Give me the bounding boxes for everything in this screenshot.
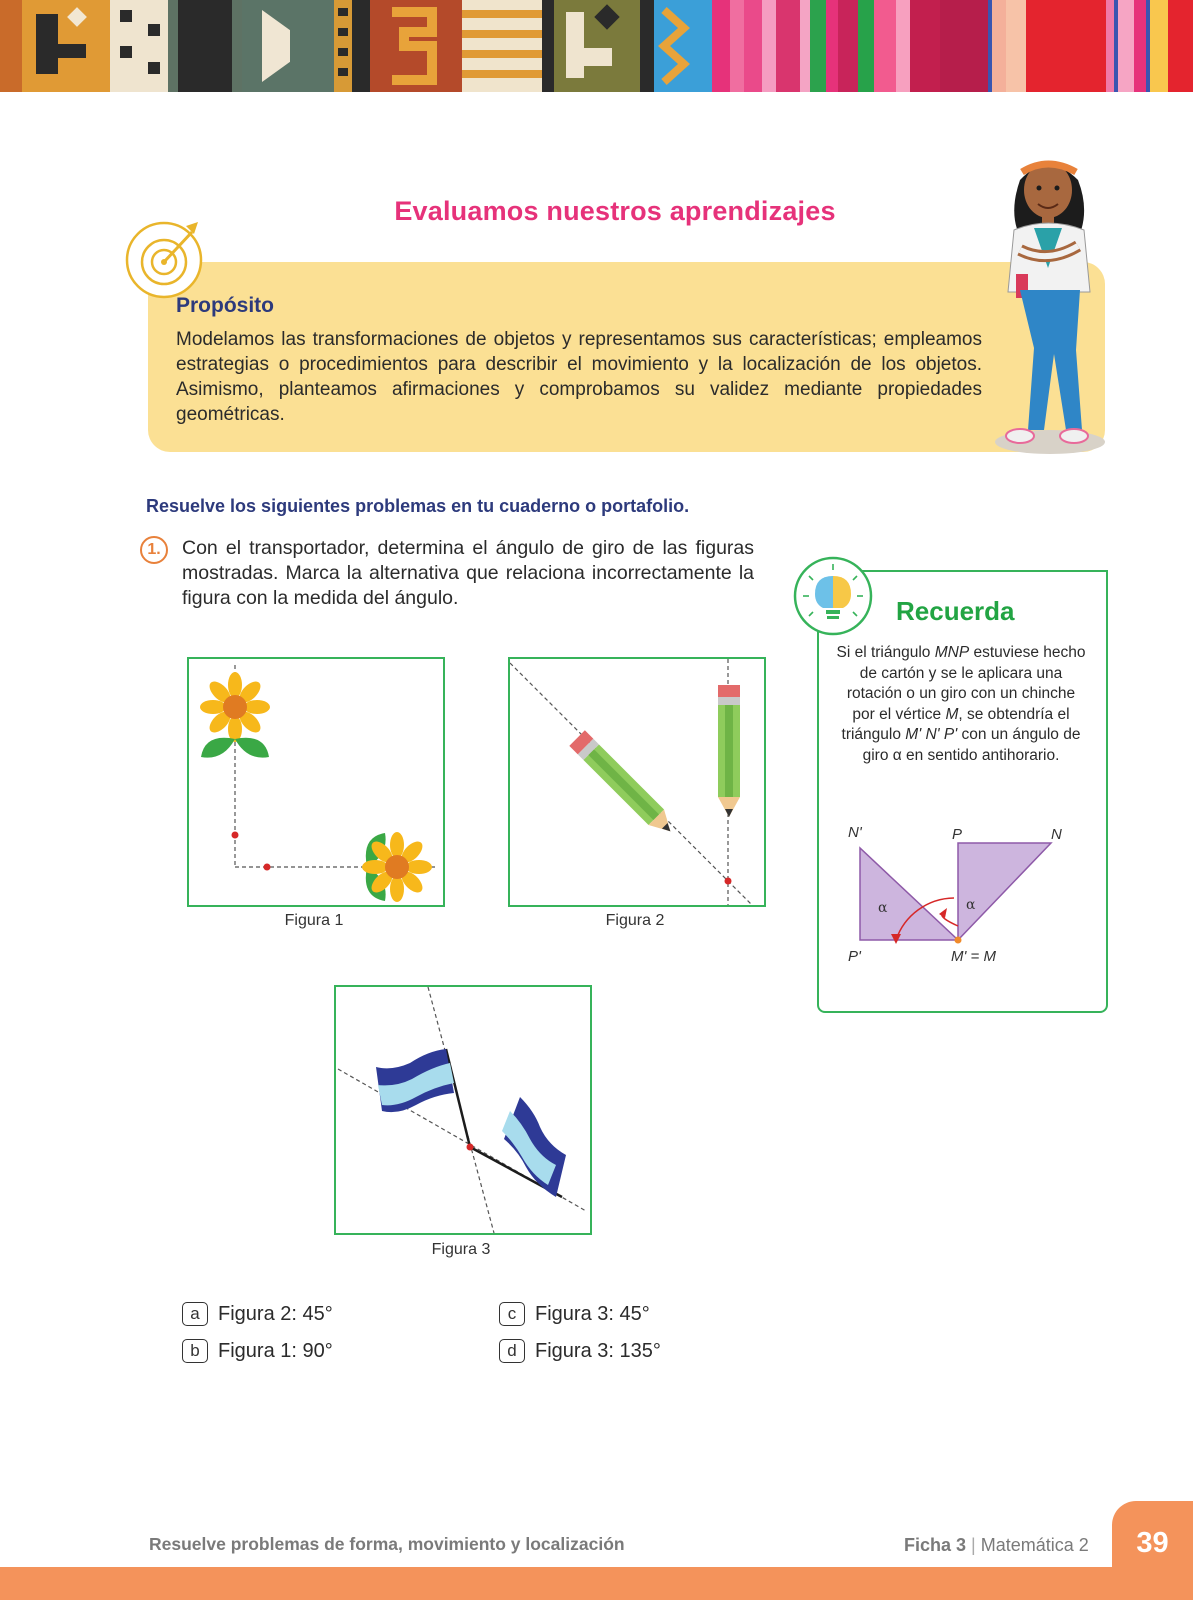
sunflower-icon	[362, 832, 432, 902]
figure-3-drawing	[336, 987, 590, 1233]
figure-2-box	[508, 657, 766, 907]
label-p: P	[952, 826, 963, 843]
recuerda-text-part: , se obtendría el triángulo	[841, 705, 1070, 743]
page-title: Evaluamos nuestros aprendizajes	[394, 196, 836, 226]
decorative-banner	[0, 0, 1193, 92]
figure-1-caption: Figura 1	[284, 912, 344, 929]
option-a[interactable]	[182, 1302, 422, 1330]
alpha-label-left: α	[878, 900, 888, 916]
figure-2-caption: Figura 2	[605, 912, 665, 929]
pencil-icon	[569, 730, 678, 839]
recuerda-text-italic: M' N' P'	[905, 726, 958, 743]
label-m: M' = M	[951, 948, 996, 965]
instruction-text: Resuelve los siguientes problemas en tu cuaderno o portafolio.	[146, 496, 690, 516]
rotation-diagram	[845, 818, 1085, 968]
option-text: Figura 1: 90°	[218, 1340, 333, 1362]
figure-1-box	[187, 657, 445, 907]
recuerda-text-part: estuviese hecho de cartón y se le aplicara una rotación o un giro con un chinche por el vértice	[846, 644, 1086, 723]
option-letter: d	[499, 1339, 525, 1363]
option-letter: b	[182, 1339, 208, 1363]
girl-illustration	[990, 150, 1110, 460]
footer-bar	[0, 1567, 1193, 1600]
question-text: Con el transportador, determina el ángulo de giro de las figuras mostradas. Marca la alternativa que relaciona incorrectamente la figura con la medida del ángulo.	[182, 537, 754, 609]
question-number: 1.	[140, 536, 168, 564]
recuerda-text-italic: MNP	[934, 644, 970, 661]
option-c[interactable]	[499, 1302, 739, 1330]
recuerda-text-italic: M	[945, 705, 959, 723]
recuerda-title: Recuerda	[896, 596, 1015, 626]
brain-lightbulb-icon	[793, 556, 875, 638]
footer-ficha-label: Ficha 3	[904, 1535, 967, 1555]
recuerda-text-part: con un ángulo de giro α en sentido antihorario.	[862, 726, 1081, 764]
purpose-text: Modelamos las transformaciones de objetos y representamos sus características; empleamos estrategias o procedimientos para describir el movimiento y la localización de los objetos. Asimismo, planteamos afirmaciones y comprobamos su validez mediante propiedades geométricas.	[176, 329, 982, 425]
flag-icon	[376, 1049, 454, 1112]
footer-separator: |	[971, 1535, 976, 1555]
option-letter: a	[182, 1302, 208, 1326]
footer-subject: Matemática 2	[980, 1535, 1089, 1555]
figure-1-drawing	[189, 659, 443, 905]
recuerda-text	[836, 643, 1086, 766]
option-text: Figura 2: 45°	[218, 1303, 333, 1325]
alpha-label-right: α	[966, 897, 976, 913]
label-n-prime: N'	[848, 824, 862, 841]
target-icon	[124, 218, 206, 300]
footer-competence: Resuelve problemas de forma, movimiento y localización	[149, 1534, 625, 1554]
page-number: 39	[1136, 1527, 1169, 1559]
figure-3-caption: Figura 3	[431, 1241, 491, 1258]
option-text: Figura 3: 135°	[535, 1340, 661, 1362]
label-p-prime: P'	[848, 948, 861, 965]
purpose-heading: Propósito	[176, 294, 274, 317]
pencil-icon	[718, 685, 740, 817]
option-b[interactable]	[182, 1339, 422, 1367]
option-text: Figura 3: 45°	[535, 1303, 650, 1325]
recuerda-text-part: Si el triángulo	[836, 644, 935, 661]
label-n: N	[1051, 826, 1062, 843]
footer-ficha	[904, 1535, 1089, 1556]
option-letter: c	[499, 1302, 525, 1326]
figure-3-box	[334, 985, 592, 1235]
option-d[interactable]	[499, 1339, 739, 1367]
figure-2-drawing	[510, 659, 764, 905]
